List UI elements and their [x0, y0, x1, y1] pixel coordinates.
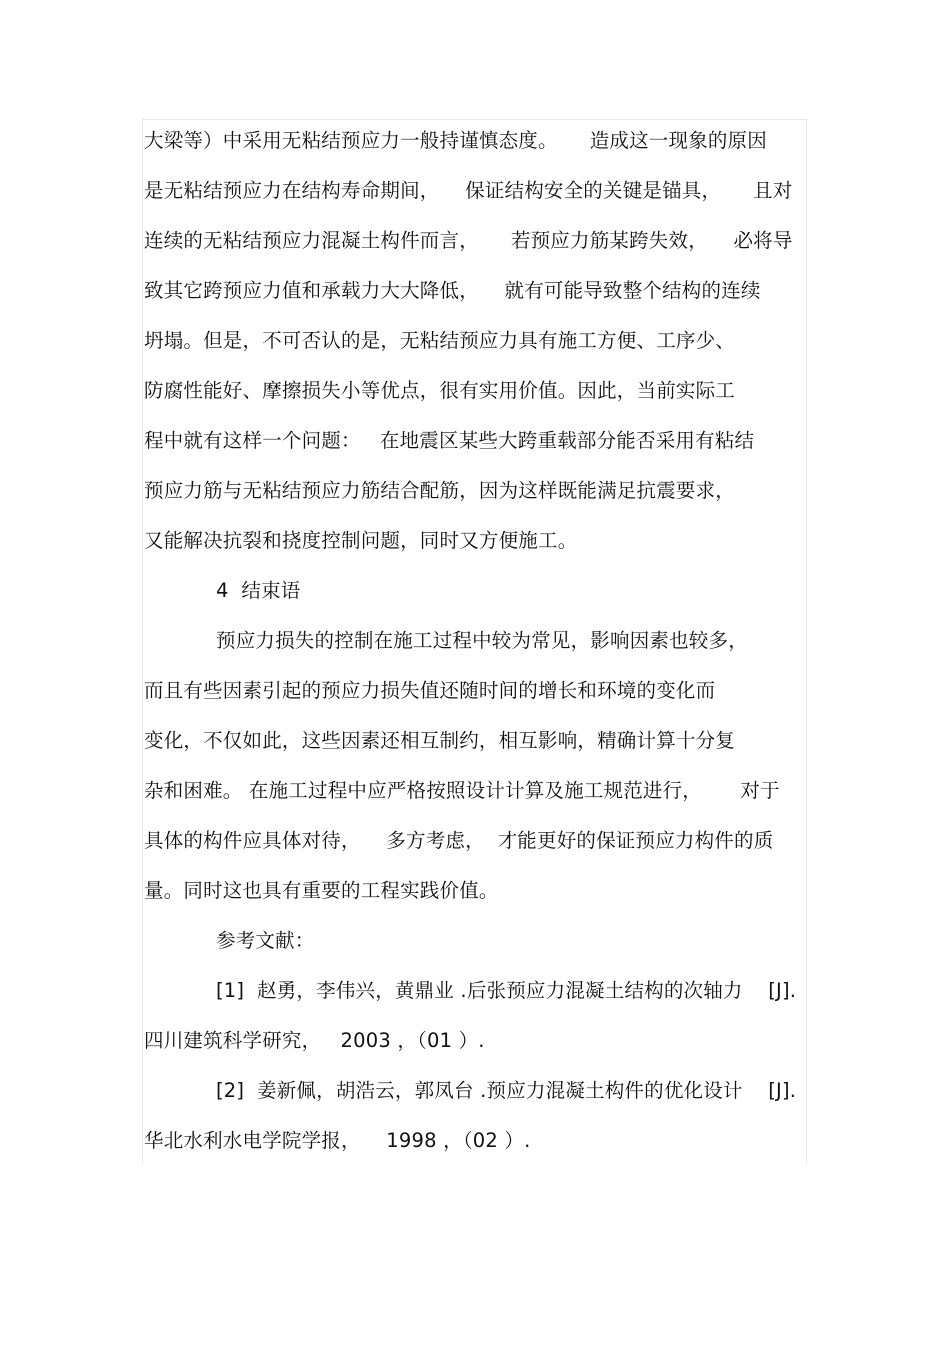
section-heading: 4 结束语 — [216, 579, 301, 602]
reference-item: [2] 姜新佩，胡浩云，郭凤台 .预应力混凝土构件的优化设计 [J]. — [216, 1079, 797, 1102]
body-text-line: 程中就有这样一个问题： 在地震区某些大跨重载部分能否采用有粘结 — [144, 429, 755, 452]
body-text-line: 防腐性能好、摩擦损失小等优点，很有实用价值。因此，当前实际工 — [144, 379, 736, 402]
reference-item: 华北水利水电学院学报， 1998 ，（02 ）. — [144, 1129, 531, 1152]
body-text-line: 致其它跨预应力值和承载力大大降低， 就有可能导致整个结构的连续 — [144, 279, 761, 302]
body-text-line: 是无粘结预应力在结构寿命期间， 保证结构安全的关键是锚具， 且对 — [144, 179, 793, 202]
body-text-line: 大梁等）中采用无粘结预应力一般持谨慎态度。 造成这一现象的原因 — [144, 129, 767, 152]
body-text-line: 杂和困难。 在施工过程中应严格按照设计计算及施工规范进行， 对于 — [144, 779, 780, 802]
body-text-line: 预应力损失的控制在施工过程中较为常见，影响因素也较多， — [216, 629, 748, 652]
body-text-line: 又能解决抗裂和挠度控制问题，同时又方便施工。 — [144, 529, 578, 552]
body-text-line: 坍塌。但是，不可否认的是，无粘结预应力具有施工方便、工序少、 — [144, 329, 736, 352]
body-text-line: 具体的构件应具体对待， 多方考虑， 才能更好的保证预应力构件的质 — [144, 829, 774, 852]
reference-item: [1] 赵勇，李伟兴，黄鼎业 .后张预应力混凝土结构的次轴力 [J]. — [216, 979, 797, 1002]
body-text-line: 变化，不仅如此，这些因素还相互制约，相互影响，精确计算十分复 — [144, 729, 736, 752]
body-text-line: 连续的无粘结预应力混凝土构件而言， 若预应力筋某跨失效， 必将导 — [144, 229, 793, 252]
body-text-line: 量。同时这也具有重要的工程实践价值。 — [144, 879, 499, 902]
body-text-line: 而且有些因素引起的预应力损失值还随时间的增长和环境的变化而 — [144, 679, 716, 702]
reference-item: 四川建筑科学研究， 2003 ，（01 ）. — [144, 1029, 485, 1052]
references-heading: 参考文献： — [216, 929, 315, 952]
body-text-line: 预应力筋与无粘结预应力筋结合配筋，因为这样既能满足抗震要求， — [144, 479, 736, 502]
